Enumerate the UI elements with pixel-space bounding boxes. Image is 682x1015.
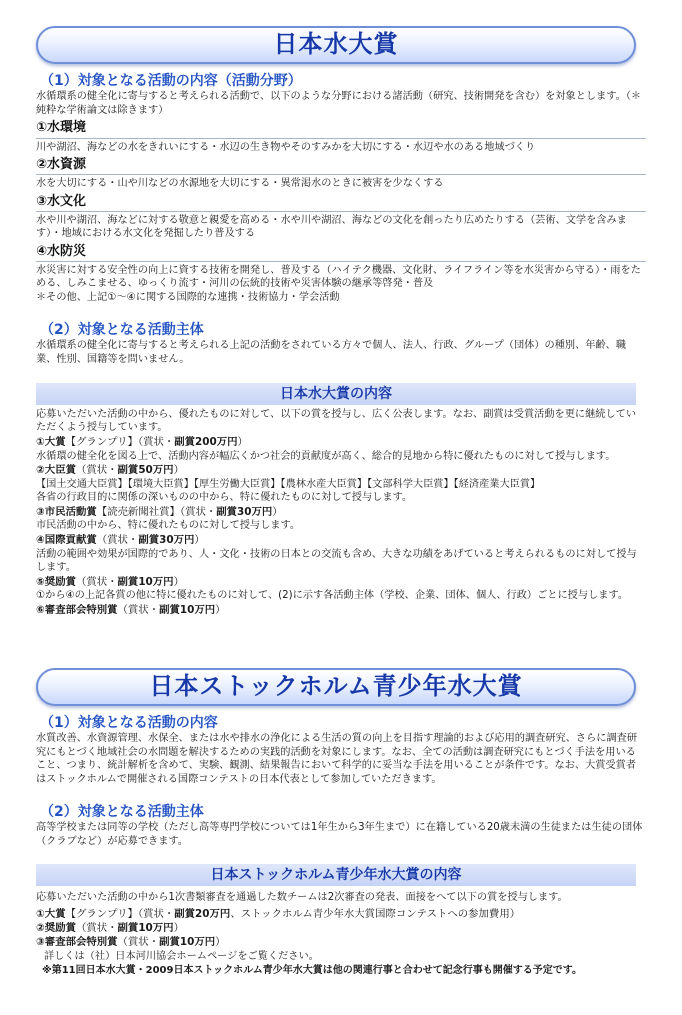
stockholm-junior-water-prize-banner: [36, 668, 636, 706]
junior-eligible-entities-section: [36, 803, 646, 848]
award-content-bar: [36, 383, 636, 405]
field-water-resources-text: 水を大切にする・山や川などの水源地を大切にする・異常渇水のときに被害を少なくする: [36, 178, 444, 190]
activity-content-heading: （1）対象となる活動の内容（活動分野）: [40, 73, 302, 89]
field-flood-prevention-text: 水災害に対する安全性の向上に資する技術を開発し、普及する（ハイテク機器、文化財、ライフライン等を水災害から守る）・雨をためる、しみこませる、ゆっくり流す・河川の伝統的技術や災害体験の継承等啓発・普及: [36, 264, 641, 290]
junior-award-grand-prix: ①大賞【グランプリ】（賞状・副賞20万円、ストックホルム青少年水大賞国際コンテストへの参加費用）: [36, 908, 521, 921]
field-water-resources-title: ②水資源: [36, 156, 646, 175]
award-list: [36, 408, 646, 617]
japan-water-prize-banner: [36, 26, 636, 64]
junior-eligible-entities-text: 高等学校または同等の学校（ただし高等専門学校については1年生から3年生まで）に在籍している20歳未満の生徒または生徒の団体（クラブなど）が応募できます。: [36, 822, 643, 847]
award-minister: ②大臣賞（賞状・副賞50万円）: [36, 464, 184, 477]
more-info-text: 詳しくは（社）日本河川協会ホームページをご覧ください。: [44, 950, 319, 962]
junior-activity-content-text: 水質改善、水資源管理、水保全、または水や排水の浄化による生活の質の向上を目指す理論的および応用的調査研究、さらに調査研究にもとづく地域社会の水問題を解決するための実践的活動を対象にします。なお、全ての活動は調査研究にもとづく手法を用いること、つまり、統計解析を含めて、実験、観測、結果報告において科学的に妥当な手法を用いることが条件です。なお、大賞受賞者はストックホルムで開催される国際コンテストの日本代表として参加していただきます。: [36, 733, 638, 785]
eligible-entities-heading: （2）対象となる活動主体: [40, 322, 204, 338]
footnote: ※第11回日本水大賞・2009日本ストックホルム青少年水大賞は他の関連行事と合わせて記念行事も開催する予定です。: [42, 965, 582, 977]
junior-activity-content-section: [36, 714, 646, 786]
activity-content-intro: 水循環系の健全化に寄与すると考えられる活動で、以下のような分野における諸活動（研究、技術開発を含む）を対象とします。（＊ 純粋な学術論文は除きます）: [36, 91, 642, 116]
junior-award-list: [36, 891, 646, 977]
field-water-environment-text: 川や湖沼、海などの水をきれいにする・水辺の生き物やそのすみかを大切にする・水辺や水のある地域づくり: [36, 141, 536, 153]
other-activities-note: ＊その他、上記①～④に関する国際的な連携・技術協力・学会活動: [36, 291, 340, 303]
japan-water-prize-title: 日本水大賞: [273, 30, 399, 59]
junior-award-content-title: 日本ストックホルム青少年水大賞の内容: [210, 866, 462, 883]
activity-content-section: [36, 72, 646, 304]
field-flood-prevention-title: ④水防災: [36, 243, 646, 262]
award-grand-prix: ①大賞【グランプリ】（賞状・副賞200万円）: [36, 435, 248, 448]
award-encouragement: ⑤奨励賞（賞状・副賞10万円）: [36, 575, 184, 588]
junior-award-jury-special: ③審査部会特別賞（賞状・副賞10万円）: [36, 935, 226, 948]
award-jury-special: ⑥審査部会特別賞（賞状・副賞10万円）: [36, 603, 226, 616]
field-water-environment-title: ①水環境: [36, 119, 646, 138]
award-citizen-activity-desc: 市民活動の中から、特に優れたものに対して授与します。: [36, 520, 301, 532]
award-minister-desc: 【国土交通大臣賞】【環境大臣賞】【厚生労働大臣賞】【農林水産大臣賞】【文部科学大臣賞】【経済産業大臣賞】 各省の行政目的に関係の深いものの中から、特に優れたものに対して授与します。: [36, 478, 541, 504]
award-international-contribution-desc: 活動の範囲や効果が国際的であり、人・文化・技術の日本との交流も含め、大きな功績をあげていると考えられるものに対して授与します。: [36, 548, 637, 574]
award-encouragement-desc: ①から④の上記各賞の他に特に優れたものに対して、(2)に示す各活動主体（学校、企業、団体、個人、行政）ごとに授与します。: [36, 590, 628, 602]
eligible-entities-section: [36, 321, 646, 366]
junior-award-content-bar: [36, 864, 636, 886]
junior-eligible-entities-heading: （2）対象となる活動主体: [40, 804, 204, 820]
award-international-contribution: ④国際貢献賞（賞状・副賞30万円）: [36, 533, 205, 546]
junior-award-encouragement: ②奨励賞（賞状・副賞10万円）: [36, 922, 184, 935]
award-content-title: 日本水大賞の内容: [280, 385, 392, 402]
eligible-entities-text: 水循環系の健全化に寄与すると考えられる上記の活動をされている方々で個人、法人、行政、グループ（団体）の種別、年齢、職業、性別、国籍等を問いません。: [36, 340, 627, 365]
award-citizen-activity: ③市民活動賞【読売新聞社賞】（賞状・副賞30万円）: [36, 505, 283, 518]
field-water-culture-text: 水や川や湖沼、海などに対する敬意と親愛を高める・水や川や湖沼、海などの文化を創ったり広めたりする（芸術、文学を含みます）・地域における水文化を発掘したり普及する: [36, 214, 627, 240]
junior-award-intro: 応募いただいた活動の中から1次書類審査を通過した数チームは2次審査の発表、面接をへて以下の賞を授与します。: [36, 892, 568, 903]
junior-activity-content-heading: （1）対象となる活動の内容: [40, 715, 218, 731]
award-grand-prix-desc: 水循環の健全化を図る上で、活動内容が幅広くかつ社会的貢献度が高く、総合的見地から特に優れたものに対して授与します。: [36, 450, 616, 462]
stockholm-junior-water-prize-title: 日本ストックホルム青少年水大賞: [149, 672, 523, 701]
field-water-culture-title: ③水文化: [36, 193, 646, 212]
award-intro: 応募いただいた活動の中から、優れたものに対して、以下の賞を授与し、広く公表します。なお、副賞は受賞活動を更に継続していただくよう授与しています。: [36, 409, 637, 434]
